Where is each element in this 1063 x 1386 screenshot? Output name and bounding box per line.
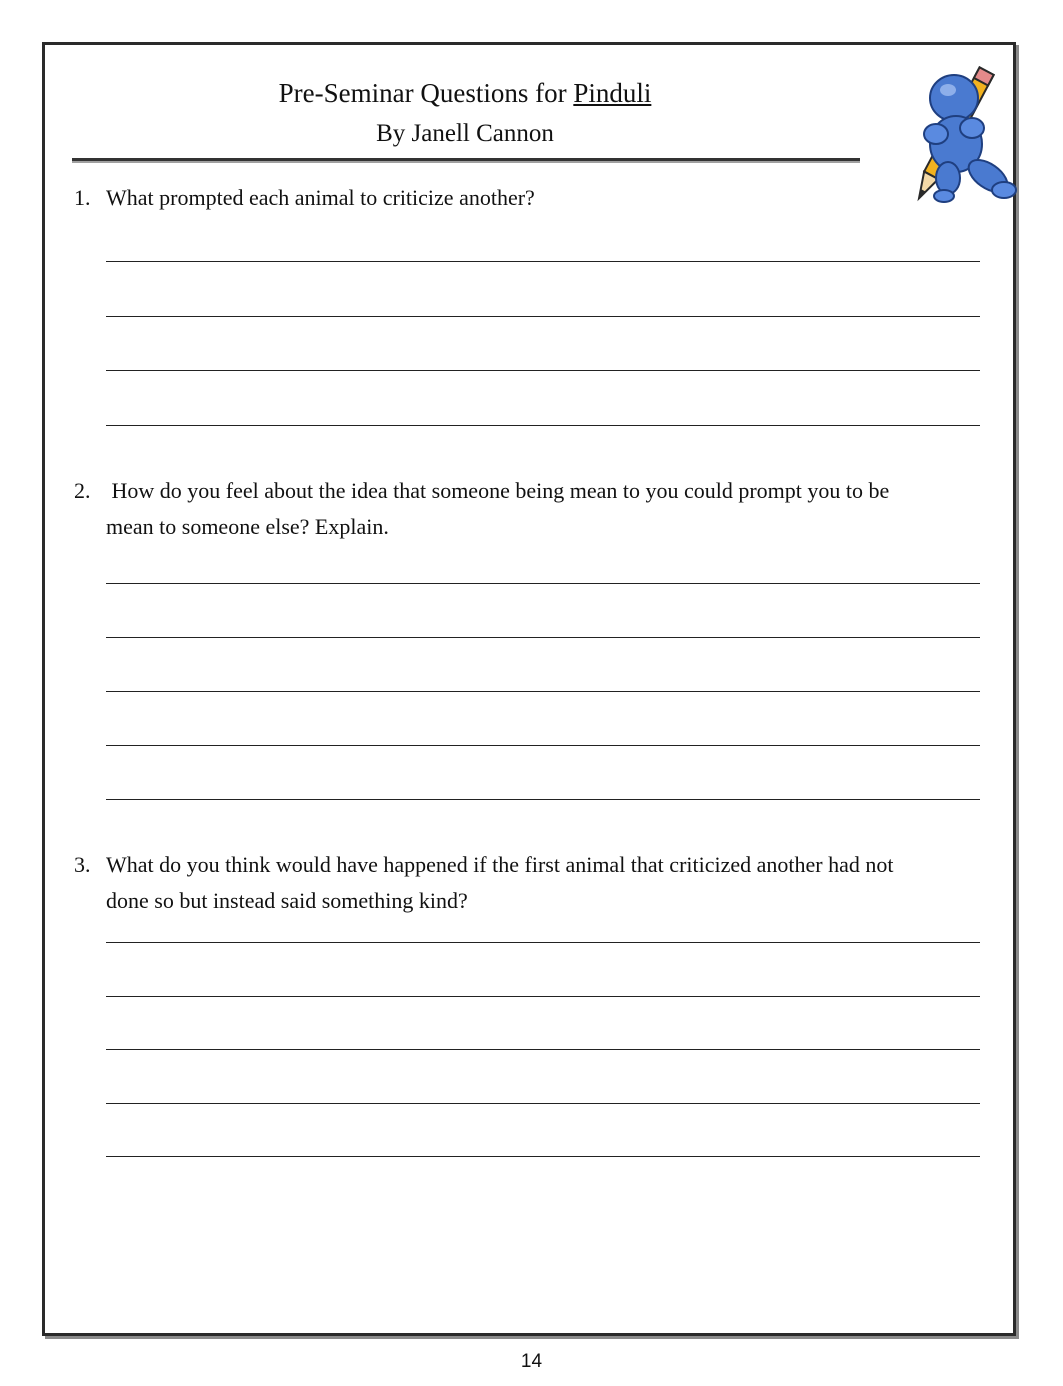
answer-line[interactable] <box>106 1049 980 1050</box>
answer-line[interactable] <box>106 261 980 262</box>
page-number: 14 <box>520 1351 543 1372</box>
title-prefix: Pre-Seminar Questions for <box>278 78 574 108</box>
question-number: 3. <box>74 852 91 877</box>
answer-line[interactable] <box>106 425 980 426</box>
answer-line[interactable] <box>106 799 980 800</box>
answer-line[interactable] <box>106 370 980 371</box>
header-divider <box>72 158 860 161</box>
answer-line[interactable] <box>106 691 980 692</box>
answer-line[interactable] <box>106 1103 980 1104</box>
answer-line[interactable] <box>106 583 980 584</box>
question-text: What do you think would have happened if the first animal that criticized another had not <box>106 852 894 877</box>
author-line: By Janell Cannon <box>376 120 554 147</box>
book-title: Pinduli <box>573 78 652 108</box>
question-text-continued: done so but instead said something kind? <box>106 888 468 913</box>
answer-line[interactable] <box>106 1156 980 1157</box>
answer-line[interactable] <box>106 316 980 317</box>
worksheet-title <box>0 76 930 110</box>
question-1 <box>74 180 974 216</box>
question-number: 1. <box>74 185 91 210</box>
question-number: 2. <box>74 478 91 503</box>
question-text: How do you feel about the idea that someone being mean to you could prompt you to be <box>106 478 890 503</box>
question-2 <box>74 473 974 545</box>
page-border <box>42 42 1016 1336</box>
answer-line[interactable] <box>106 745 980 746</box>
answer-line[interactable] <box>106 942 980 943</box>
question-3 <box>74 847 974 919</box>
question-text: What prompted each animal to criticize another? <box>106 185 535 210</box>
answer-line[interactable] <box>106 637 980 638</box>
answer-line[interactable] <box>106 996 980 997</box>
question-text-continued: mean to someone else? Explain. <box>106 514 389 539</box>
